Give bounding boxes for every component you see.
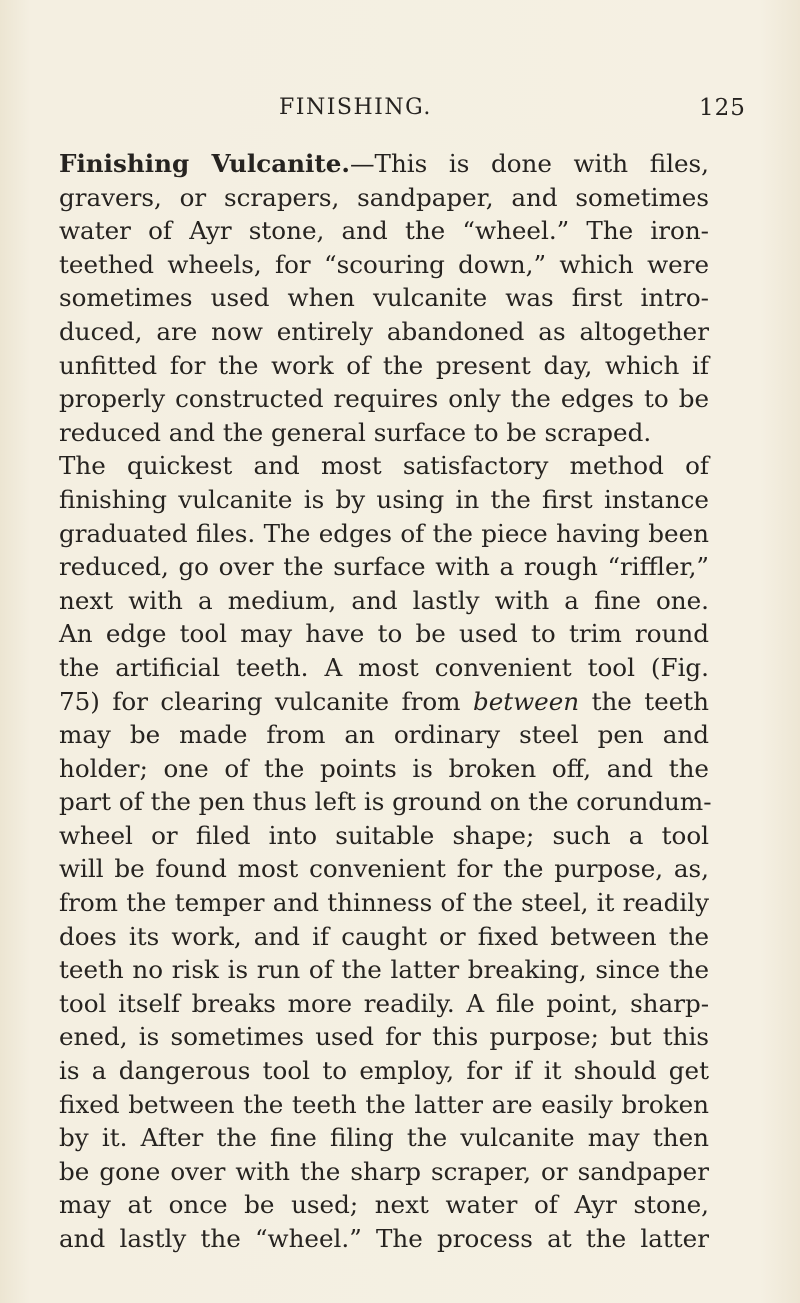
text-line: unfitted for the work of the present day, which if [59,350,709,380]
line-text: the teeth [579,686,709,716]
text-line [59,147,709,181]
running-head [0,94,800,134]
text-line [59,685,709,719]
text-line: does its work, and if caught or fixed between the [59,921,709,951]
text-line: next with a medium, and lastly with a fine one. [59,585,709,615]
text-line: the artificial teeth. A most convenient tool (Fig. [59,652,709,682]
text-line: may be made from an ordinary steel pen and [59,720,709,750]
text-line: from the temper and thinness of the steel, it readily [59,888,709,918]
text-line: and lastly the “wheel.” The process at the latter [59,1224,709,1253]
text-line: reduced, go over the surface with a rough “riffler,” [59,552,709,582]
line-text: 75) for clearing vulcanite from [59,686,473,716]
text-line: teeth no risk is run of the latter breaking, since the [59,955,709,985]
text-line: ened, is sometimes used for this purpose; but this [59,1022,709,1052]
text-line: properly constructed requires only the edges to be [59,384,709,414]
line-text: —This is done with files, [349,149,709,178]
text-line: finishing vulcanite is by using in the first instance [59,484,709,514]
text-line: gravers, or scrapers, sandpaper, and sometimes [59,182,709,212]
text-line: water of Ayr stone, and the “wheel.” The iron- [59,216,709,246]
text-line: duced, are now entirely abandoned as altogether [59,316,709,346]
text-line: tool itself breaks more readily. A file point, sharp- [59,988,709,1018]
text-line: An edge tool may have to be used to trim round [59,619,709,649]
text-line: holder; one of the points is broken off, and the [59,753,709,783]
text-line: The quickest and most satisfactory method of [59,451,709,481]
header-title: FINISHING. [279,95,432,120]
text-line: reduced and the general surface to be scraped. [59,417,652,447]
emphasized-word: between [472,686,580,716]
run-in-heading: Finishing Vulcanite. [59,149,350,178]
text-line: fixed between the teeth the latter are easily broken [59,1089,709,1119]
page-number: 125 [699,95,746,121]
text-line: graduated files. The edges of the piece having been [59,518,709,548]
text-line: be gone over with the sharp scraper, or sandpaper [59,1156,709,1186]
text-line: will be found most convenient for the purpose, as, [59,854,709,884]
text-line: by it. After the fine filing the vulcanite may then [59,1123,709,1153]
body-paragraph [59,147,712,1256]
text-line: wheel or filed into suitable shape; such a tool [59,820,709,850]
text-line: teethed wheels, for “scouring down,” which were [59,249,709,279]
text-line: is a dangerous tool to employ, for if it should get [59,1056,709,1086]
text-line: sometimes used when vulcanite was first intro- [59,283,709,313]
text-line: may at once be used; next water of Ayr stone, [59,1190,709,1220]
text-line: part of the pen thus left is ground on the corundum- [59,787,712,817]
